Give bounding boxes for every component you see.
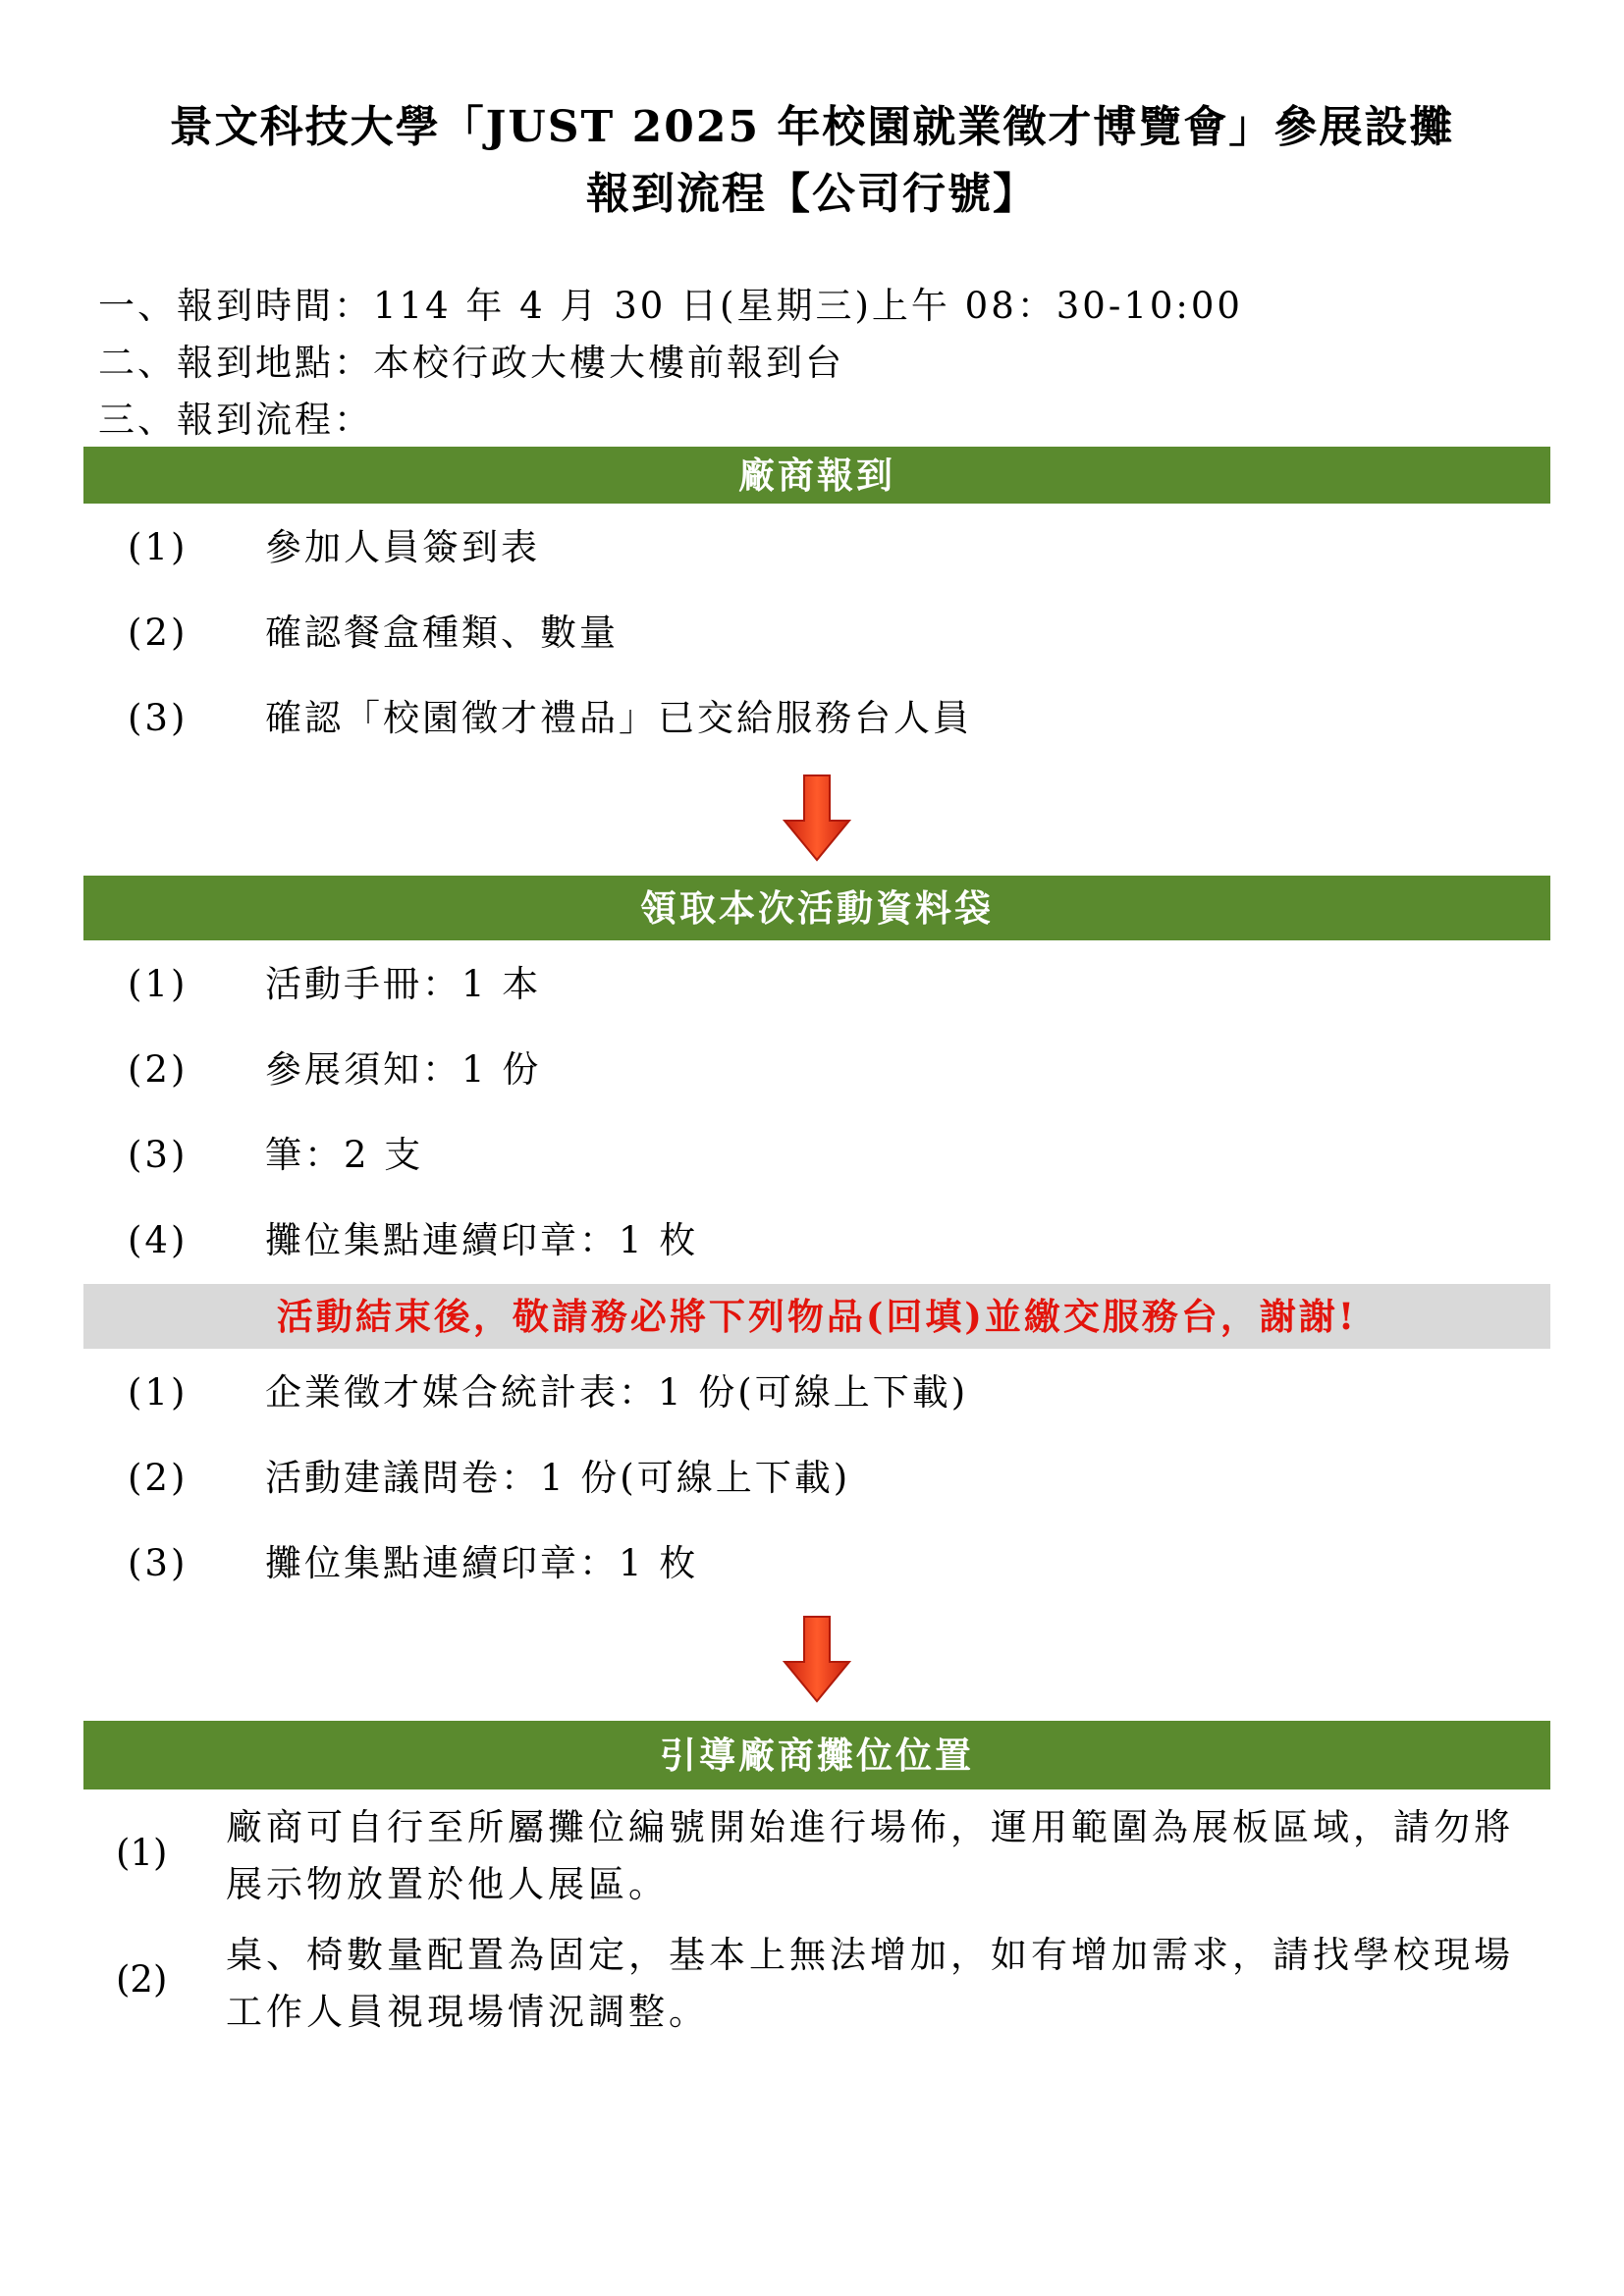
item-text: 活動建議問卷：1 份(可線上下載) xyxy=(265,1457,851,1499)
item-number: (1) xyxy=(128,963,189,1005)
down-arrow-icon xyxy=(783,1615,851,1703)
item-number: (2) xyxy=(128,612,189,654)
down-arrow-icon xyxy=(783,774,851,862)
item-text: 攤位集點連續印章：1 枚 xyxy=(265,1219,699,1261)
item-number: (4) xyxy=(128,1219,189,1261)
item-number: (3) xyxy=(128,1134,189,1176)
item-text: 活動手冊：1 本 xyxy=(265,963,542,1005)
guide-item-text: 桌、椅數量配置為固定，基本上無法增加，如有增加需求，請找學校現場工作人員視現場情況調整。 xyxy=(226,1934,1514,2033)
item-number: (1) xyxy=(128,1371,189,1414)
item-text: 參展須知：1 份 xyxy=(265,1048,542,1091)
section-header-return-notice: 活動結束後，敬請務必將下列物品(回填)並繳交服務台，謝謝! xyxy=(83,1284,1550,1349)
item-text: 筆：2 支 xyxy=(265,1134,424,1176)
item-number: (2) xyxy=(128,1048,189,1091)
info-process: 三、報到流程： xyxy=(98,399,373,441)
page-title-line1: 景文科技大學「JUST 2025 年校園就業徵才博覽會」參展設攤 xyxy=(169,102,1455,152)
section-header-guide: 引導廠商攤位位置 xyxy=(83,1721,1550,1789)
item-number: (2) xyxy=(128,1457,189,1499)
info-location: 二、報到地點：本校行政大樓大樓前報到台 xyxy=(98,342,844,384)
item-text: 確認餐盒種類、數量 xyxy=(265,612,619,654)
item-number: (3) xyxy=(128,697,189,739)
guide-item-number: (2) xyxy=(116,1958,168,2001)
info-time: 一、報到時間：114 年 4 月 30 日(星期三)上午 08：30-10:00 xyxy=(98,285,1243,327)
item-number: (3) xyxy=(128,1542,189,1584)
item-text: 攤位集點連續印章：1 枚 xyxy=(265,1542,699,1584)
item-text: 參加人員簽到表 xyxy=(265,526,540,568)
item-text: 企業徵才媒合統計表：1 份(可線上下載) xyxy=(265,1371,969,1414)
page-title-line2: 報到流程【公司行號】 xyxy=(586,169,1038,219)
item-text: 確認「校園徵才禮品」已交給服務台人員 xyxy=(265,697,972,739)
section-header-checkin: 廠商報到 xyxy=(83,447,1550,504)
section-header-materials: 領取本次活動資料袋 xyxy=(83,876,1550,940)
guide-item-text: 廠商可自行至所屬攤位編號開始進行場佈，運用範圍為展板區域，請勿將展示物放置於他人展區。 xyxy=(226,1806,1514,1905)
guide-item-number: (1) xyxy=(116,1832,168,1874)
item-number: (1) xyxy=(128,526,189,568)
